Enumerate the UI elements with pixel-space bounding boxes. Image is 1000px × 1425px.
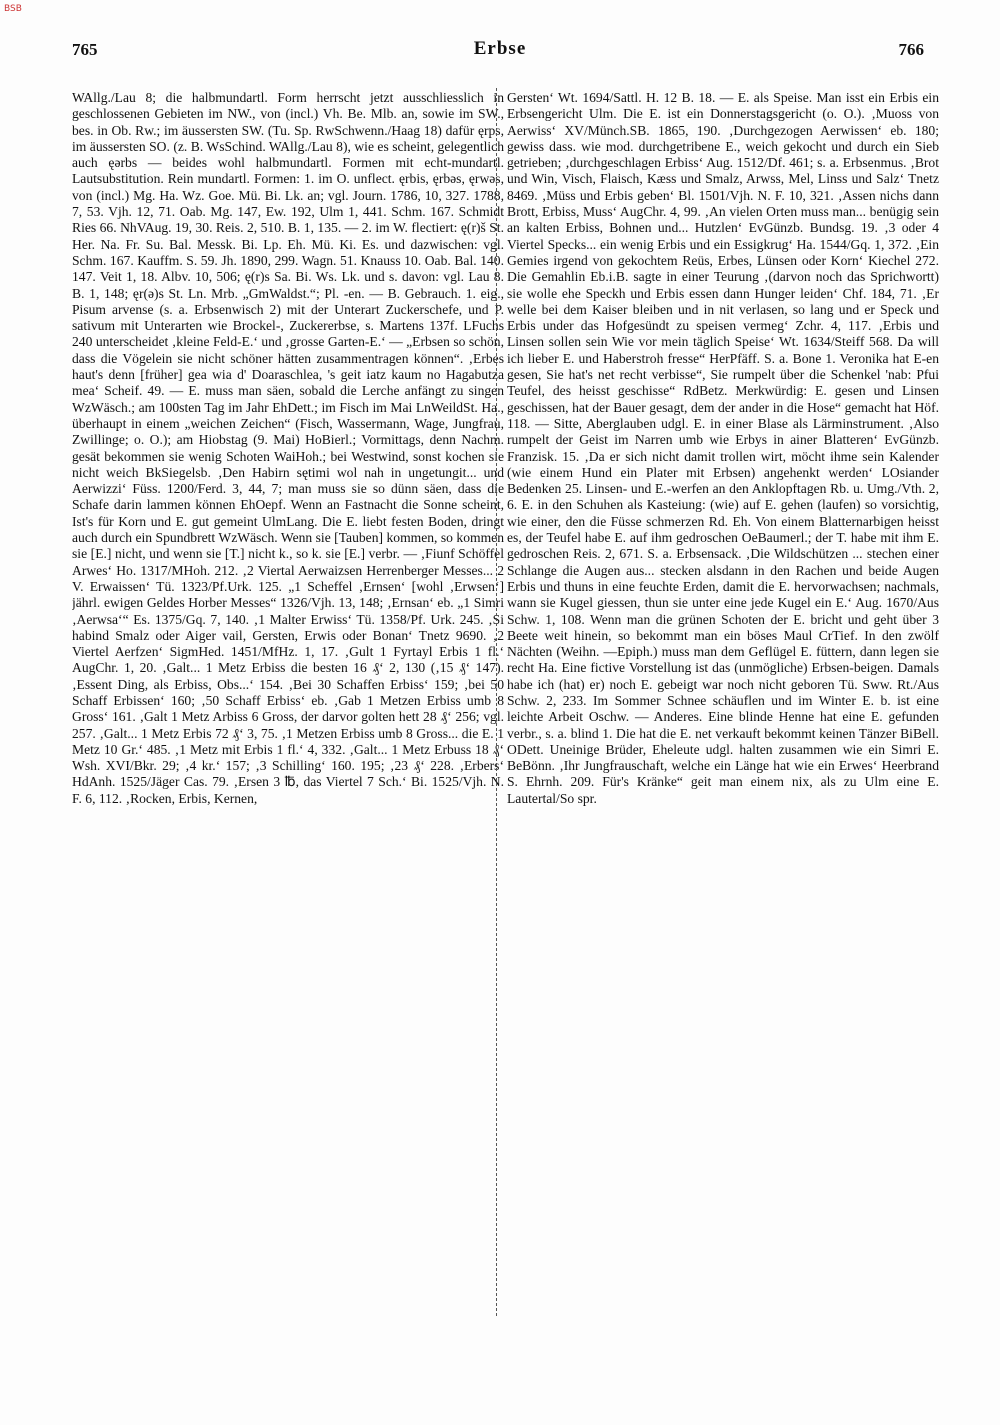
column-divider bbox=[496, 88, 497, 1316]
page-number-left: 765 bbox=[72, 40, 98, 59]
left-column-text: WAllg./Lau 8; die halbmundartl. Form herrscht jetzt ausschliesslich in geschlossenen Gebieten im NW., von (incl.) Vh. Be. Mlb. an, sowie im SW., bes. in Ob. Rw.; im äussersten SW. (Tu. Sp. RwSchwenn./Haag 18) dafür ęrps, im äussersten SO. (z. B. WsSchind. WAllg./Lau 8), wie es scheint, gelegentlich auch ęərbs — beides wohl halbmundartl. Formen mit echt-mundartl. Lautsubstitution. Rein mundartl. Formen: 1. im O. unflect. ęrbis, ęrbəs, ęrwəs, von (incl.) Mg. Ha. Wz. Goe. Mü. Bi. Lk. an; vgl. Journ. 1786, 10, 327. 1788, 7, 53. Vjh. 12, 71. Oab. Mg. 147, Ew. 192, Ulm 1, 441. Schm. 167. Schmidt Ries 66. NhVAug. 19, 30. Reis. 2, 510. B. 1, 135. — 2. im W. flectiert: ę(r)š St. Her. Na. Fr. Su. Bal. Messk. Bi. Lp. Eh. Mü. Ki. Es. und dazwischen: vgl. Schm. 167. Kauffm. S. 59. Jh. 1890, 299. Wagn. 51. Knauss 10. Oab. Bal. 140. 147. Veit 1, 18. Albv. 10, 506; ę(r)s Sa. Bi. Ws. Lk. und s. davon: vgl. Lau 8. B. 1, 148; ęr(ə)s St. Ln. Mrb. „GmWaldst.“; Pl. -en. — B. Gebrauch. 1. eig., Pisum arvense (s. a. Erbsenwisch 2) mit der Unterart Zuckerschefe, und P. sativum mit Unterarten wie Brockel-, Zuckererbse, s. Martens 137f. LFuchs 240 unterscheidet ‚kleine Feld-E.‘ und ‚grosse Garten-E.‘ — „Erbsen so schön, dass die Vögelein sie nicht schöner hätten zusammentragen können“. ‚Erbes haut's denn [früher] gea wia d' Doaraschlea, 's geit iatz kaum no Hagabutza mea‘ Scheif. 49. — E. muss man säen, sobald die Lerche anfängt zu singen WzWäsch.; am 100sten Tag im Jahr EhDett.; im Fisch im Mai LnWeildSt. Ha., überhaupt in einem „weichen Zeichen“ (Fisch, Wassermann, Wage, Jungfrau, Zwillinge; o. O.); am Hiobstag (9. Mai) HoBierl.; Vormittags, denn Nachm. gesät bekommen sie wenig Schoten WaiHoh.; bei Westwind, sonst kochen sie nicht weich BkSiegelsb. ‚Den Habirn sętimi wol nah in ungetungit... und Aerwizzi‘ Füss. 1200/Ferd. 3, 44, 7; man muss sie so dünn säen, dass die Schafe darin lammen können EhOepf. Wenn an Fastnacht die Sonne scheint, Ist's für Korn und E. gut gemeint UlmLang. Die E. liebt festen Boden, dringt auch durch ein Spundbrett WzWäsch. Wenn sie [Tauben] kommen, so kommen sie [E.] nicht, und wenn sie [T.] nicht k., so k. sie [E.] verbr. — ‚Fiunf Schöffel Arwes‘ Ho. 1317/MHoh. 212. ‚2 Viertal Aerwaizsen Herrenberger Messes... 2 V. Erwaissen‘ Tü. 1323/Pf.Urk. 125. „1 Scheffel ‚Ernsen‘ [wohl ‚Erwsen‘] jährl. ewigen Geldes Horber Messes“ 1326/Vjh. 13, 148; ‚Ernsan‘ eb. „1 Simri ‚Aerwsa‘“ Es. 1375/Gq. 7, 140. ‚1 Malter Erwiss‘ Tü. 1358/Pf. Urk. 245. ‚Si habind Smalz oder Aiger vail, Gersten, Erwis oder Bonan‘ Tnetz 9690. ‚2 Viertel Aerfzen‘ SigmHed. 1451/MfHz. 1, 17. ‚Gult 1 Fyrtayl Erbis 1 fl.‘ AugChr. 1, 20. ‚Galt... 1 Metz Erbiss die besten 16 ₰‘ 2, 130 (‚15 ₰‘ 147). ‚Essent Ding, als Erbiss, Obs...‘ 154. ‚Bei 30 Schaffen Erbiss‘ 159; ‚bei 50 Schaff Erbissen‘ 160; ‚50 Schaff Erbiss‘ eb. ‚Gab 1 Metzen Erbiss umb 8 Gross‘ 161. ‚Galt 1 Metz Arbiss 6 Gross, der darvor golten hett 28 ₰‘ 256; vgl. 257. ‚Galt... 1 Metz Erbis 72 ₰‘ 3, 75. ‚1 Metzen Erbiss umb 8 Gross... die E. 1 Metz 10 Gr.‘ 485. ‚1 Metz mit Erbis 1 fl.‘ 4, 332. ‚Galt... 1 Metz Erbuss 18 ₰‘ Wsh. XVI/Bkr. 29; ‚4 kr.‘ 157; ‚3 Schilling‘ 160. 195; ‚23 ₰‘ 228. ‚Erbers‘ HdAnh. 1525/Jäger Cas. 79. ‚Ersen 3 ℔, das Viertel 7 Sch.‘ Bi. 1525/Vjh. N. F. 6, 112. ‚Rocken, Erbis, Kernen, bbox=[72, 90, 504, 806]
right-column-text: Gersten‘ Wt. 1694/Sattl. H. 12 B. 18. — E. als Speise. Man isst ein Erbis ein Erbsengericht Ulm. Die E. ist ein Donnerstagsgericht (o. O.). ‚Muoss von Aerwiss‘ XV/Münch.SB. 1865, 190. ‚Durchgezogen Aerwissen‘ eb. 180; gewiss dass. wie mod. durchgetribene E., weich gekocht und durch ein Sieb getrieben; ‚durchgeschlagen Erbiss‘ Aug. 1512/Df. 461; s. a. Erbsenmus. ‚Brot und Win, Visch, Flaisch, Kæss und Smalz, Arwss, Mel, Linss und Salz‘ Tnetz 8469. ‚Müss und Erbis geben‘ Bl. 1501/Vjh. N. F. 10, 321. ‚Assen nichs dann Brott, Erbiss, Muss‘ AugChr. 4, 99. ‚An vielen Orten muss man... benügig sein an kalten Erbiss, Bohnen und... Hutzlen‘ EvGünzb. Bundsg. 19. ‚3 oder 4 Viertel Specks... ein wenig Erbis und ein Essigkrug‘ Ha. 1544/Gq. 1, 372. ‚Ein Gemies irgend von gekochtem Reüs, Erbes, Lünsen oder Korn‘ Kiechel 272. Die Gemahlin Eb.i.B. sagte in einer Teurung ‚(darvon noch das Sprichwortt) sie wolle ehe Speckh und Erbis essen dann Hunger leiden‘ Chf. 184, 71. ‚Er welle bei dem Kaiser bleiben und in nit verlasen, so lang und er Speck und Erbis under das Hofgesündt zu speisen vermeg‘ Zchr. 4, 117. ‚Erbis und Linsen sollen sein Wie vor mein täglich Speise‘ Wt. 1634/Steiff 568. Da will ich lieber E. und Haberstroh fresse“ HerPfäff. S. a. Bone 1. Veronika hat E-en gesen, Sie hat's net recht verbisse“, Sie rumpelt über die Schenkel 'nab: Pfui Teufel, des heisst geschisse“ RdBetz. Merkwürdig: E. gesen und Linsen geschissen, hat der Bauer gesagt, dem der ander in die Hose“ gemacht hat Höf. 118. — Sitte, Aberglauben udgl. E. in einer Blase als Lärminstrument. ‚Also rumpelt der Geist im Narren umb wie Erbys in ainer Blatteren‘ EvGünzb. Franzisk. 15. ‚Da er sich nicht damit trollen wirt, möcht ihme sein Kalender (wie einem Hund ein Plater mit Erbsen) angehenkt werden‘ LOsiander Bedenken 25. Linsen- und E.-werfen an den Anklopftagen Rb. u. Umg./Vth. 2, 6. E. in den Schuhen als Kasteiung: (wie) auf E. gehen (laufen) so vorsichtig, wie einer, den die Füsse schmerzen Rd. Eh. Von einem Blatternarbigen heisst es, der Teufel habe E. auf ihm gedroschen OeBaumerl.; der T. habe mit ihm E. gedroschen Reis. 2, 671. S. a. Erbsensack. ‚Die Wildschützen ... stechen einer Schlange die Augen aus... stecken alsdann in den Rachen und beide Augen Erbis und thuns in eine feuchte Erden, damit die E. hervorwachsen; nachmals, wann sie Kugel giessen, thun sie unter eine jede Kugel ein E.‘ Aug. 1670/Aus Schw. 1, 108. Wenn man die grünen Schoten der E. bricht und geht über 3 Beete weit hinein, so bekommt man ein böses Maul CrTief. In den zwölf Nächten (Weihn. —Epiph.) muss man dem Geflügel E. füttern, dann legen sie recht Ha. Eine fictive Vorstellung ist das (unmögliche) Erbsen-beigen. Damals habe ich (hat) er) noch E. gebeigt war noch nicht geboren Tü. Sww. Rt./Aus Schw. 2, 233. Im Sommer Schnee schäuflen und im Winter E. b. ist eine leichte Arbeit Oschw. — Anderes. Eine blinde Henne hat eine E. gefunden verbr., s. a. blind 1. Die hat die E. net verkauft bekommt keinen Tänzer BiBell. ODett. Uneinige Brüder, Eheleute udgl. halten zusammen wie ein Simri E. BeBönn. ‚Ihr Jungfrauschaft, welche ein Länge hat wie ein Erwes‘ Heerbrand S. Ehrnh. 209. Für's Kränke“ geit man einem nix, als zu Ulm eine E. Lautertal/So spr. bbox=[507, 90, 939, 806]
running-headword: Erbse bbox=[473, 38, 527, 59]
page-number-right: 766 bbox=[898, 40, 924, 59]
library-mark: BSB bbox=[4, 4, 22, 14]
